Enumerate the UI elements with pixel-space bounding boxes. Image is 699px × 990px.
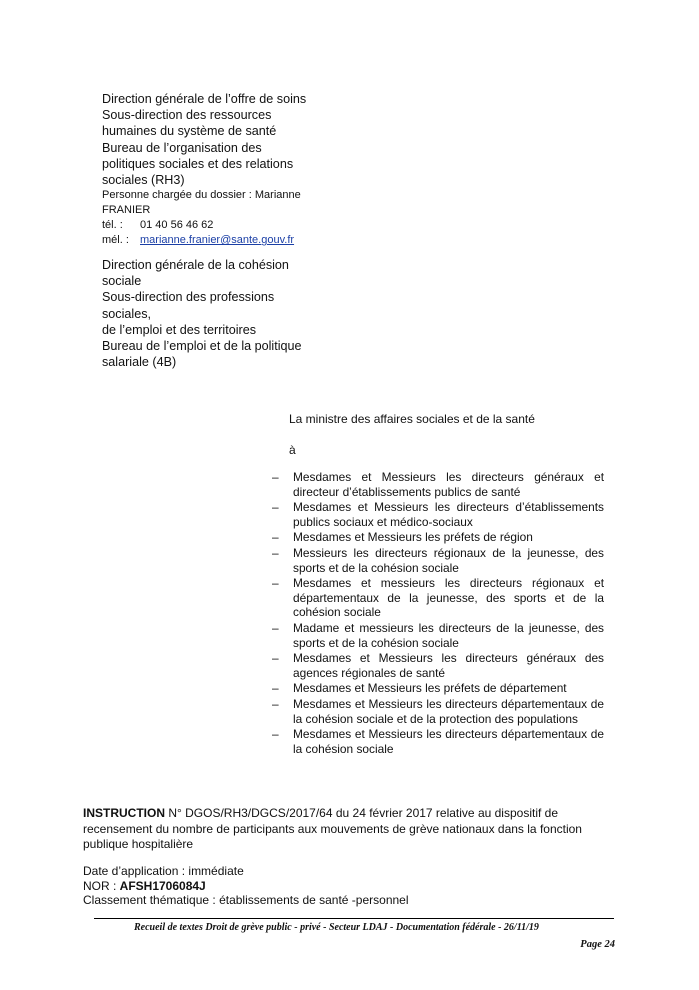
recipient-text: Mesdames et Messieurs les préfets de région bbox=[293, 530, 533, 545]
recipient-list bbox=[270, 470, 604, 757]
instruction-text: N° DGOS/RH3/DGCS/2017/64 du 24 février 2017 relative au dispositif de recensement du nombre de participants aux mouvements de grève nationaux dans la fonction publique hospitalière bbox=[83, 806, 582, 851]
dash-bullet: – bbox=[272, 651, 279, 666]
dash-bullet: – bbox=[272, 620, 279, 635]
dgcs-line: Bureau de l’emploi et de la politique bbox=[102, 339, 302, 354]
dash-bullet: – bbox=[272, 545, 279, 560]
recipient-text: Mesdames et Messieurs les préfets de département bbox=[293, 681, 567, 696]
email-link[interactable]: marianne.franier@sante.gouv.fr bbox=[140, 234, 295, 247]
dash-bullet: – bbox=[272, 696, 279, 711]
application-date: Date d’application : immédiate bbox=[83, 864, 244, 878]
dash-bullet: – bbox=[272, 500, 279, 515]
instruction-label: INSTRUCTION bbox=[83, 806, 165, 820]
phone-label: tél. : bbox=[102, 219, 123, 232]
instruction-paragraph bbox=[83, 806, 613, 853]
bureau-line: Bureau de l’organisation des bbox=[102, 140, 262, 155]
recipient-text: Mesdames et messieurs les directeurs régionaux et départementaux de la jeunesse, des sports et de la cohésion sociale bbox=[293, 576, 604, 620]
email-row bbox=[102, 233, 342, 248]
nor-value: AFSH1706084J bbox=[119, 878, 206, 893]
dgcs-line: sociale bbox=[102, 274, 142, 289]
dgcs-line: de l’emploi et des territoires bbox=[102, 322, 256, 337]
page-number: Page 24 bbox=[580, 939, 615, 950]
dgcs-line: salariale (4B) bbox=[102, 355, 177, 370]
instruction-meta bbox=[83, 864, 583, 908]
dash-bullet: – bbox=[272, 727, 279, 742]
footer-text: Recueil de textes Droit de grève public - privé - Secteur LDAJ - Documentation fédérale - 26/11/19 bbox=[134, 922, 539, 933]
addressee-preposition: à bbox=[289, 443, 296, 457]
phone-value: 01 40 56 46 62 bbox=[140, 219, 214, 232]
recipient-text: Madame et messieurs les directeurs de la jeunesse, des sports et de la cohésion sociale bbox=[293, 620, 604, 650]
recipient-text: Mesdames et Messieurs les directeurs d’établissements publics sociaux et médico-sociaux bbox=[293, 500, 604, 529]
list-item bbox=[270, 530, 604, 545]
list-item bbox=[270, 546, 604, 575]
dash-bullet: – bbox=[272, 576, 279, 591]
list-item bbox=[270, 621, 604, 650]
sender-line: La ministre des affaires sociales et de la santé bbox=[289, 412, 535, 426]
recipient-text: Mesdames et Messieurs les directeurs départementaux de la cohésion sociale et de la protection des populations bbox=[293, 696, 604, 726]
dash-bullet: – bbox=[272, 470, 279, 484]
list-item bbox=[270, 651, 604, 680]
dgcs-line: Direction générale de la cohésion bbox=[102, 258, 289, 272]
dgcs-line: Sous-direction des professions bbox=[102, 290, 275, 305]
list-item bbox=[270, 470, 604, 499]
issuer-block-dgcs bbox=[102, 257, 342, 370]
bureau-line: politiques sociales et des relations bbox=[102, 156, 294, 171]
thematic-classification: Classement thématique : établissements de santé -personnel bbox=[83, 893, 409, 908]
dash-bullet: – bbox=[272, 530, 279, 545]
recipient-text: Mesdames et Messieurs les directeurs départementaux de la cohésion sociale bbox=[293, 727, 604, 756]
list-item bbox=[270, 681, 604, 696]
recipient-text: Mesdames et Messieurs les directeurs généraux des agences régionales de santé bbox=[293, 651, 604, 680]
sub-direction-line: humaines du système de santé bbox=[102, 124, 277, 139]
dash-bullet: – bbox=[272, 681, 279, 696]
footer-divider bbox=[94, 918, 614, 919]
contact-person-name: FRANIER bbox=[102, 204, 151, 217]
nor-row bbox=[83, 879, 583, 894]
bureau-line: sociales (RH3) bbox=[102, 173, 185, 188]
dgcs-line: sociales, bbox=[102, 306, 151, 321]
email-label: mél. : bbox=[102, 234, 129, 247]
list-item bbox=[270, 697, 604, 726]
contact-person: Personne chargée du dossier : Marianne bbox=[102, 189, 301, 202]
list-item bbox=[270, 500, 604, 529]
recipient-text: Messieurs les directeurs régionaux de la jeunesse, des sports et de la cohésion sociale bbox=[293, 545, 604, 575]
list-item bbox=[270, 727, 604, 756]
issuer-block-dgos bbox=[102, 91, 342, 248]
sub-direction-line: Sous-direction des ressources bbox=[102, 108, 272, 123]
phone-row bbox=[102, 218, 342, 233]
nor-label: NOR : bbox=[83, 878, 120, 893]
recipient-text: Mesdames et Messieurs les directeurs généraux et directeur d’établissements publics de santé bbox=[293, 470, 604, 499]
direction-title: Direction générale de l’offre de soins bbox=[102, 92, 307, 106]
list-item bbox=[270, 576, 604, 620]
